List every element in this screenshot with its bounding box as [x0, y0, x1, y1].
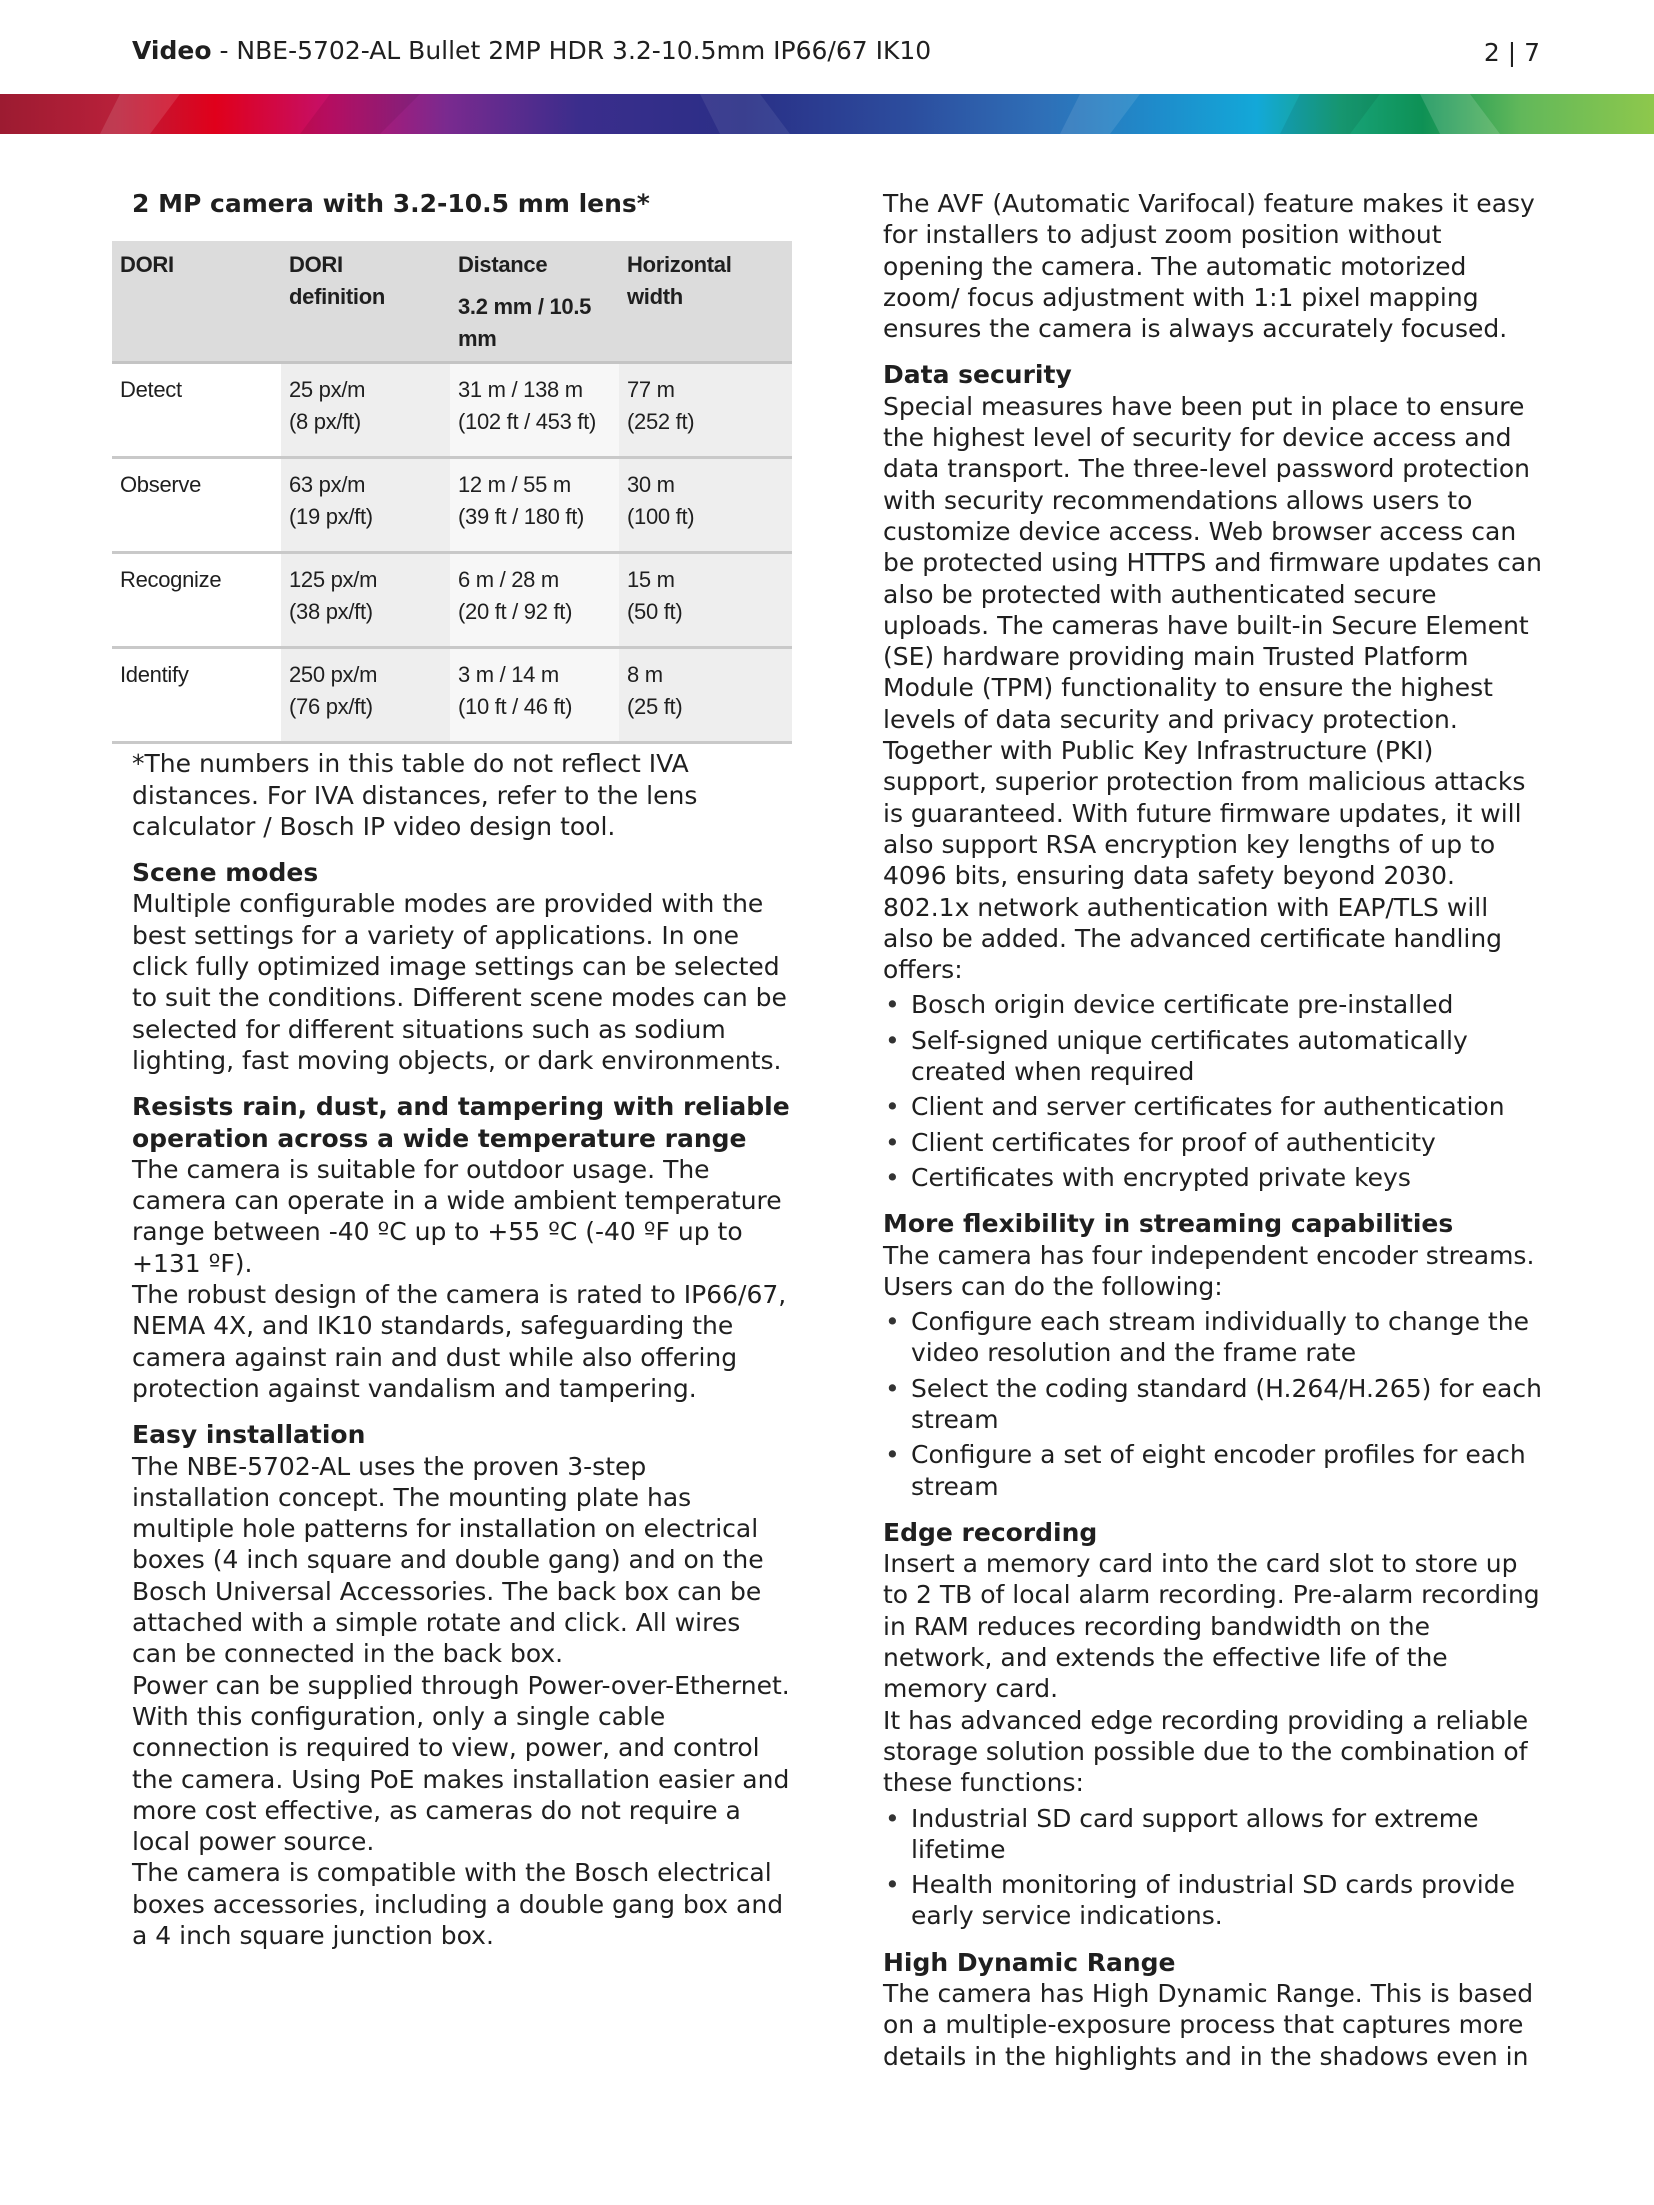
section-body: The camera has High Dynamic Range. This is based on a multiple-exposure process that captures more details in the highlights and in the shadows even in: [883, 1979, 1534, 2071]
section-body: The NBE-5702-AL uses the proven 3-step installation concept. The mounting plate has multiple hole patterns for installation on electrical boxes (4 inch square and double gang) and on the Bosch Universal Accessories. The back box can be attached with a simple rotate and click. All wires can be connected in the back box.: [132, 1451, 764, 1669]
cell-distance: [450, 363, 619, 458]
section-streaming: [883, 1208, 1543, 1502]
cell-distance-line: (20 ft / 92 ft): [458, 599, 573, 625]
security-bullet-list: [883, 989, 1543, 1193]
cell-width-line: (252 ft): [627, 409, 695, 435]
cell-width-line: 8 m: [627, 662, 663, 688]
cell-definition-line: 125 px/m: [289, 567, 378, 593]
cell-distance-line: 3 m / 14 m: [458, 662, 559, 688]
header-product: - NBE-5702-AL Bullet 2MP HDR 3.2-10.5mm IP66/67 IK10: [211, 36, 932, 65]
table-header-row: [112, 241, 792, 363]
cell-width-line: (100 ft): [627, 504, 695, 530]
brand-supergraphic: [0, 94, 1654, 134]
dori-table: [112, 241, 792, 744]
list-item: • Client and server certificates for authentication: [883, 1091, 1543, 1122]
list-item: • Industrial SD card support allows for extreme lifetime: [883, 1803, 1543, 1866]
section-body: The camera is suitable for outdoor usage. The camera can operate in a wide ambient temperature range between -40 ºC up to +55 ºC (-40 ºF up to +131 ºF).: [132, 1154, 782, 1278]
cell-dori-line: Recognize: [120, 567, 222, 593]
cell-definition-line: (76 px/ft): [289, 694, 373, 720]
section-body: It has advanced edge recording providing a reliable storage solution possible due to the combination of these functions:: [883, 1705, 1529, 1798]
section-body: Multiple configurable modes are provided with the best settings for a variety of applications. In one click fully optimized image settings can be selected to suit the conditions. Different scene modes can be selected for different situations such as sodium lighting, fast moving objects, or dark environments.: [132, 889, 787, 1075]
col-header-distance-label: Distance: [458, 252, 548, 278]
cell-definition: [281, 553, 450, 648]
list-item: • Configure each stream individually to change the video resolution and the frame rate: [883, 1306, 1543, 1369]
table-footnote: *The numbers in this table do not reflect IVA distances. For IVA distances, refer to the lens calculator / Bosch IP video design tool.: [132, 749, 698, 841]
cell-distance-line: 12 m / 55 m: [458, 472, 571, 498]
section-heading: Easy installation: [132, 1420, 366, 1450]
page-number: 2 | 7: [1483, 38, 1540, 67]
section-heading: More flexibility in streaming capabilities: [883, 1209, 1454, 1239]
list-item: • Health monitoring of industrial SD cards provide early service indications.: [883, 1869, 1543, 1932]
section-heading: Data security: [883, 360, 1072, 390]
cell-definition-line: (38 px/ft): [289, 599, 373, 625]
cell-distance: [450, 648, 619, 743]
cell-definition: [281, 363, 450, 458]
cell-distance-line: (10 ft / 46 ft): [458, 694, 573, 720]
cell-distance-line: 6 m / 28 m: [458, 567, 559, 593]
section-body: Insert a memory card into the card slot to store up to 2 TB of local alarm recording. Pre-alarm recording in RAM reduces recording bandwidth on the network, and extends the effective life of the memory card.: [883, 1549, 1540, 1704]
cell-definition: [281, 648, 450, 743]
cell-dori-line: Identify: [120, 662, 189, 688]
section-hdr: [883, 1947, 1543, 2072]
edge-bullet-list: [883, 1803, 1543, 1932]
list-item: • Client certificates for proof of authenticity: [883, 1127, 1543, 1158]
col-header-distance: [450, 241, 619, 363]
header-title: [132, 36, 931, 65]
cell-width-line: 15 m: [627, 567, 675, 593]
cell-dori: [112, 458, 281, 553]
right-column: [883, 188, 1543, 2087]
col-header-definition: DORI definition: [281, 241, 450, 363]
section-easy-installation: [132, 1419, 792, 1951]
cell-distance-line: (102 ft / 453 ft): [458, 409, 596, 435]
section-resists: [132, 1091, 792, 1404]
avf-paragraph: The AVF (Automatic Varifocal) feature makes it easy for installers to adjust zoom position without opening the camera. The automatic motorized zoom/ focus adjustment with 1:1 pixel mapping ensures the camera is always accurately focused.: [883, 189, 1535, 344]
table-row: [112, 458, 792, 553]
cell-definition-line: (8 px/ft): [289, 409, 361, 435]
cell-distance-line: (39 ft / 180 ft): [458, 504, 585, 530]
section-body: The robust design of the camera is rated to IP66/67, NEMA 4X, and IK10 standards, safeguarding the camera against rain and dust while also offering protection against vandalism and tampering.: [132, 1280, 787, 1403]
cell-dori-line: Observe: [120, 472, 202, 498]
section-scene-modes: [132, 857, 792, 1076]
cell-width: [619, 648, 792, 743]
list-item: • Self-signed unique certificates automatically created when required: [883, 1025, 1543, 1088]
cell-width: [619, 553, 792, 648]
streaming-bullet-list: [883, 1306, 1543, 1502]
col-header-dori: DORI: [112, 241, 281, 363]
section-heading: Resists rain, dust, and tampering with reliable operation across a wide temperature range: [132, 1092, 790, 1153]
section-body: The camera is compatible with the Bosch electrical boxes accessories, including a double gang box and a 4 inch square junction box.: [132, 1858, 784, 1950]
cell-dori: [112, 553, 281, 648]
cell-definition: [281, 458, 450, 553]
cell-distance-line: 31 m / 138 m: [458, 377, 583, 403]
col-header-width: Horizontal width: [619, 241, 792, 363]
cell-definition-line: 25 px/m: [289, 377, 366, 403]
cell-dori: [112, 363, 281, 458]
cell-distance: [450, 553, 619, 648]
cell-width-line: 30 m: [627, 472, 675, 498]
list-item: • Select the coding standard (H.264/H.265) for each stream: [883, 1373, 1543, 1436]
section-heading: Edge recording: [883, 1517, 1098, 1547]
cell-width-line: 77 m: [627, 377, 675, 403]
section-data-security: [883, 359, 1543, 1193]
cell-definition-line: (19 px/ft): [289, 504, 373, 530]
table-title: 2 MP camera with 3.2-10.5 mm lens*: [132, 189, 650, 218]
table-row: [112, 648, 792, 743]
list-item: • Bosch origin device certificate pre-installed: [883, 989, 1543, 1020]
cell-width: [619, 363, 792, 458]
section-body: The camera has four independent encoder streams. Users can do the following:: [883, 1240, 1535, 1301]
cell-definition-line: 63 px/m: [289, 472, 366, 498]
section-heading: Scene modes: [132, 858, 319, 888]
cell-width-line: (25 ft): [627, 694, 683, 720]
cell-definition-line: 250 px/m: [289, 662, 378, 688]
cell-dori-line: Detect: [120, 377, 182, 403]
col-header-distance-sub: 3.2 mm / 10.5 mm: [458, 294, 592, 352]
section-body: Power can be supplied through Power-over-Ethernet. With this configuration, only a single cable connection is required to view, power, and control the camera. Using PoE makes installation easier and more cost effective, as cameras do not require a local power source.: [132, 1670, 790, 1857]
list-item: • Configure a set of eight encoder profiles for each stream: [883, 1439, 1543, 1502]
section-edge-recording: [883, 1517, 1543, 1932]
section-body: Special measures have been put in place to ensure the highest level of security for device access and data transport. The three-level password protection with security recommendations allows users to customize device access. Web browser access can be protected using HTTPS and firmware updates can also be protected with authenticated secure uploads. The cameras have built-in Secure Element (SE) hardware providing main Trusted Platform Module (TPM) functionality to ensure the highest levels of data security and privacy protection. Together with Public Key Infrastructure (PKI) support, superior protection from malicious attacks is guaranteed. With future firmware updates, it will also support RSA encryption key lengths of up to 4096 bits, ensuring data safety beyond 2030. 802.1x network authentication with EAP/TLS will also be added. The advanced certificate handling offers:: [883, 391, 1542, 985]
page-header: [0, 0, 1654, 94]
list-item: • Certificates with encrypted private keys: [883, 1162, 1543, 1193]
left-column: [120, 188, 792, 1966]
table-row: [112, 553, 792, 648]
cell-dori: [112, 648, 281, 743]
cell-width-line: (50 ft): [627, 599, 683, 625]
section-heading: High Dynamic Range: [883, 1947, 1176, 1977]
cell-width: [619, 458, 792, 553]
cell-distance: [450, 458, 619, 553]
table-row: [112, 363, 792, 458]
header-category: Video: [132, 36, 212, 65]
